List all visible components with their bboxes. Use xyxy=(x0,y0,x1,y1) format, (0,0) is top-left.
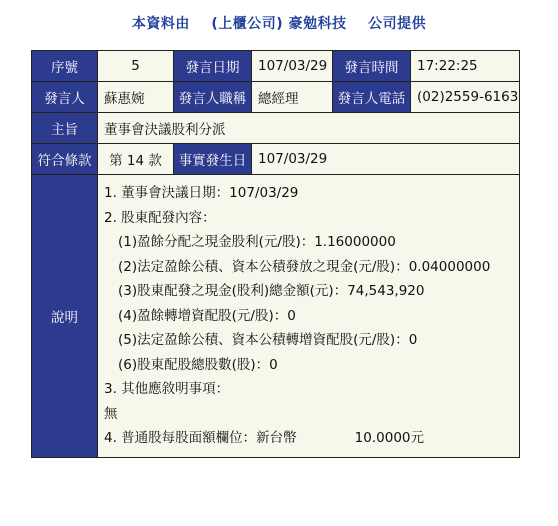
table-row xyxy=(32,144,520,175)
description-line: (5)法定盈餘公積、資本公積轉增資配股(元/股)：0 xyxy=(118,332,418,348)
time-value: 17:22:25 xyxy=(411,51,520,82)
speaker-phone-value: (02)2559-6163 xyxy=(411,82,520,113)
event-date-label: 事實發生日 xyxy=(174,144,252,175)
speaker-label: 發言人 xyxy=(32,82,98,113)
date-value: 107/03/29 xyxy=(252,51,333,82)
speaker-title-label: 發言人職稱 xyxy=(174,82,252,113)
table-row xyxy=(32,175,520,458)
header-suffix: 公司提供 xyxy=(368,16,427,32)
description-line: (3)股東配發之現金(股利)總金額(元)：74,543,920 xyxy=(118,283,425,299)
face-value-amount: 10.0000元 xyxy=(354,430,424,446)
subject-value: 董事會決議股利分派 xyxy=(98,113,520,144)
description-label: 說明 xyxy=(32,175,98,458)
description-line: 1. 董事會決議日期：107/03/29 xyxy=(104,185,299,201)
date-label: 發言日期 xyxy=(174,51,252,82)
table-row xyxy=(32,113,520,144)
clause-label: 符合條款 xyxy=(32,144,98,175)
event-date-value: 107/03/29 xyxy=(252,144,520,175)
announcement-table xyxy=(31,50,520,458)
description-line: (6)股東配股總股數(股)：0 xyxy=(118,356,278,373)
clause-value: 第 14 款 xyxy=(98,144,174,175)
speaker-value: 蘇惠婉 xyxy=(98,82,174,113)
seq-label: 序號 xyxy=(32,51,98,82)
description-content xyxy=(98,175,520,458)
description-line: 2. 股東配發內容： xyxy=(104,209,216,226)
table-row xyxy=(32,51,520,82)
description-line: 無 xyxy=(104,405,118,422)
description-line: 3. 其他應敘明事項： xyxy=(104,381,230,397)
speaker-title-value: 總經理 xyxy=(252,82,333,113)
description-line-face-value xyxy=(104,426,513,451)
description-line: (4)盈餘轉增資配股(元/股)：0 xyxy=(118,307,296,324)
speaker-phone-label: 發言人電話 xyxy=(333,82,411,113)
time-label: 發言時間 xyxy=(333,51,411,82)
subject-label: 主旨 xyxy=(32,113,98,144)
header-company: (上櫃公司) 豪勉科技 xyxy=(211,16,347,32)
header-prefix: 本資料由 xyxy=(131,16,190,32)
page-header xyxy=(0,0,558,46)
table-row xyxy=(32,82,520,113)
seq-value: 5 xyxy=(98,51,174,82)
description-line: (1)盈餘分配之現金股利(元/股)：1.16000000 xyxy=(118,234,396,250)
description-line: (2)法定盈餘公積、資本公積發放之現金(元/股)：0.04000000 xyxy=(118,258,491,275)
face-value-label: 4. 普通股每股面額欄位：新台幣 xyxy=(104,430,297,446)
